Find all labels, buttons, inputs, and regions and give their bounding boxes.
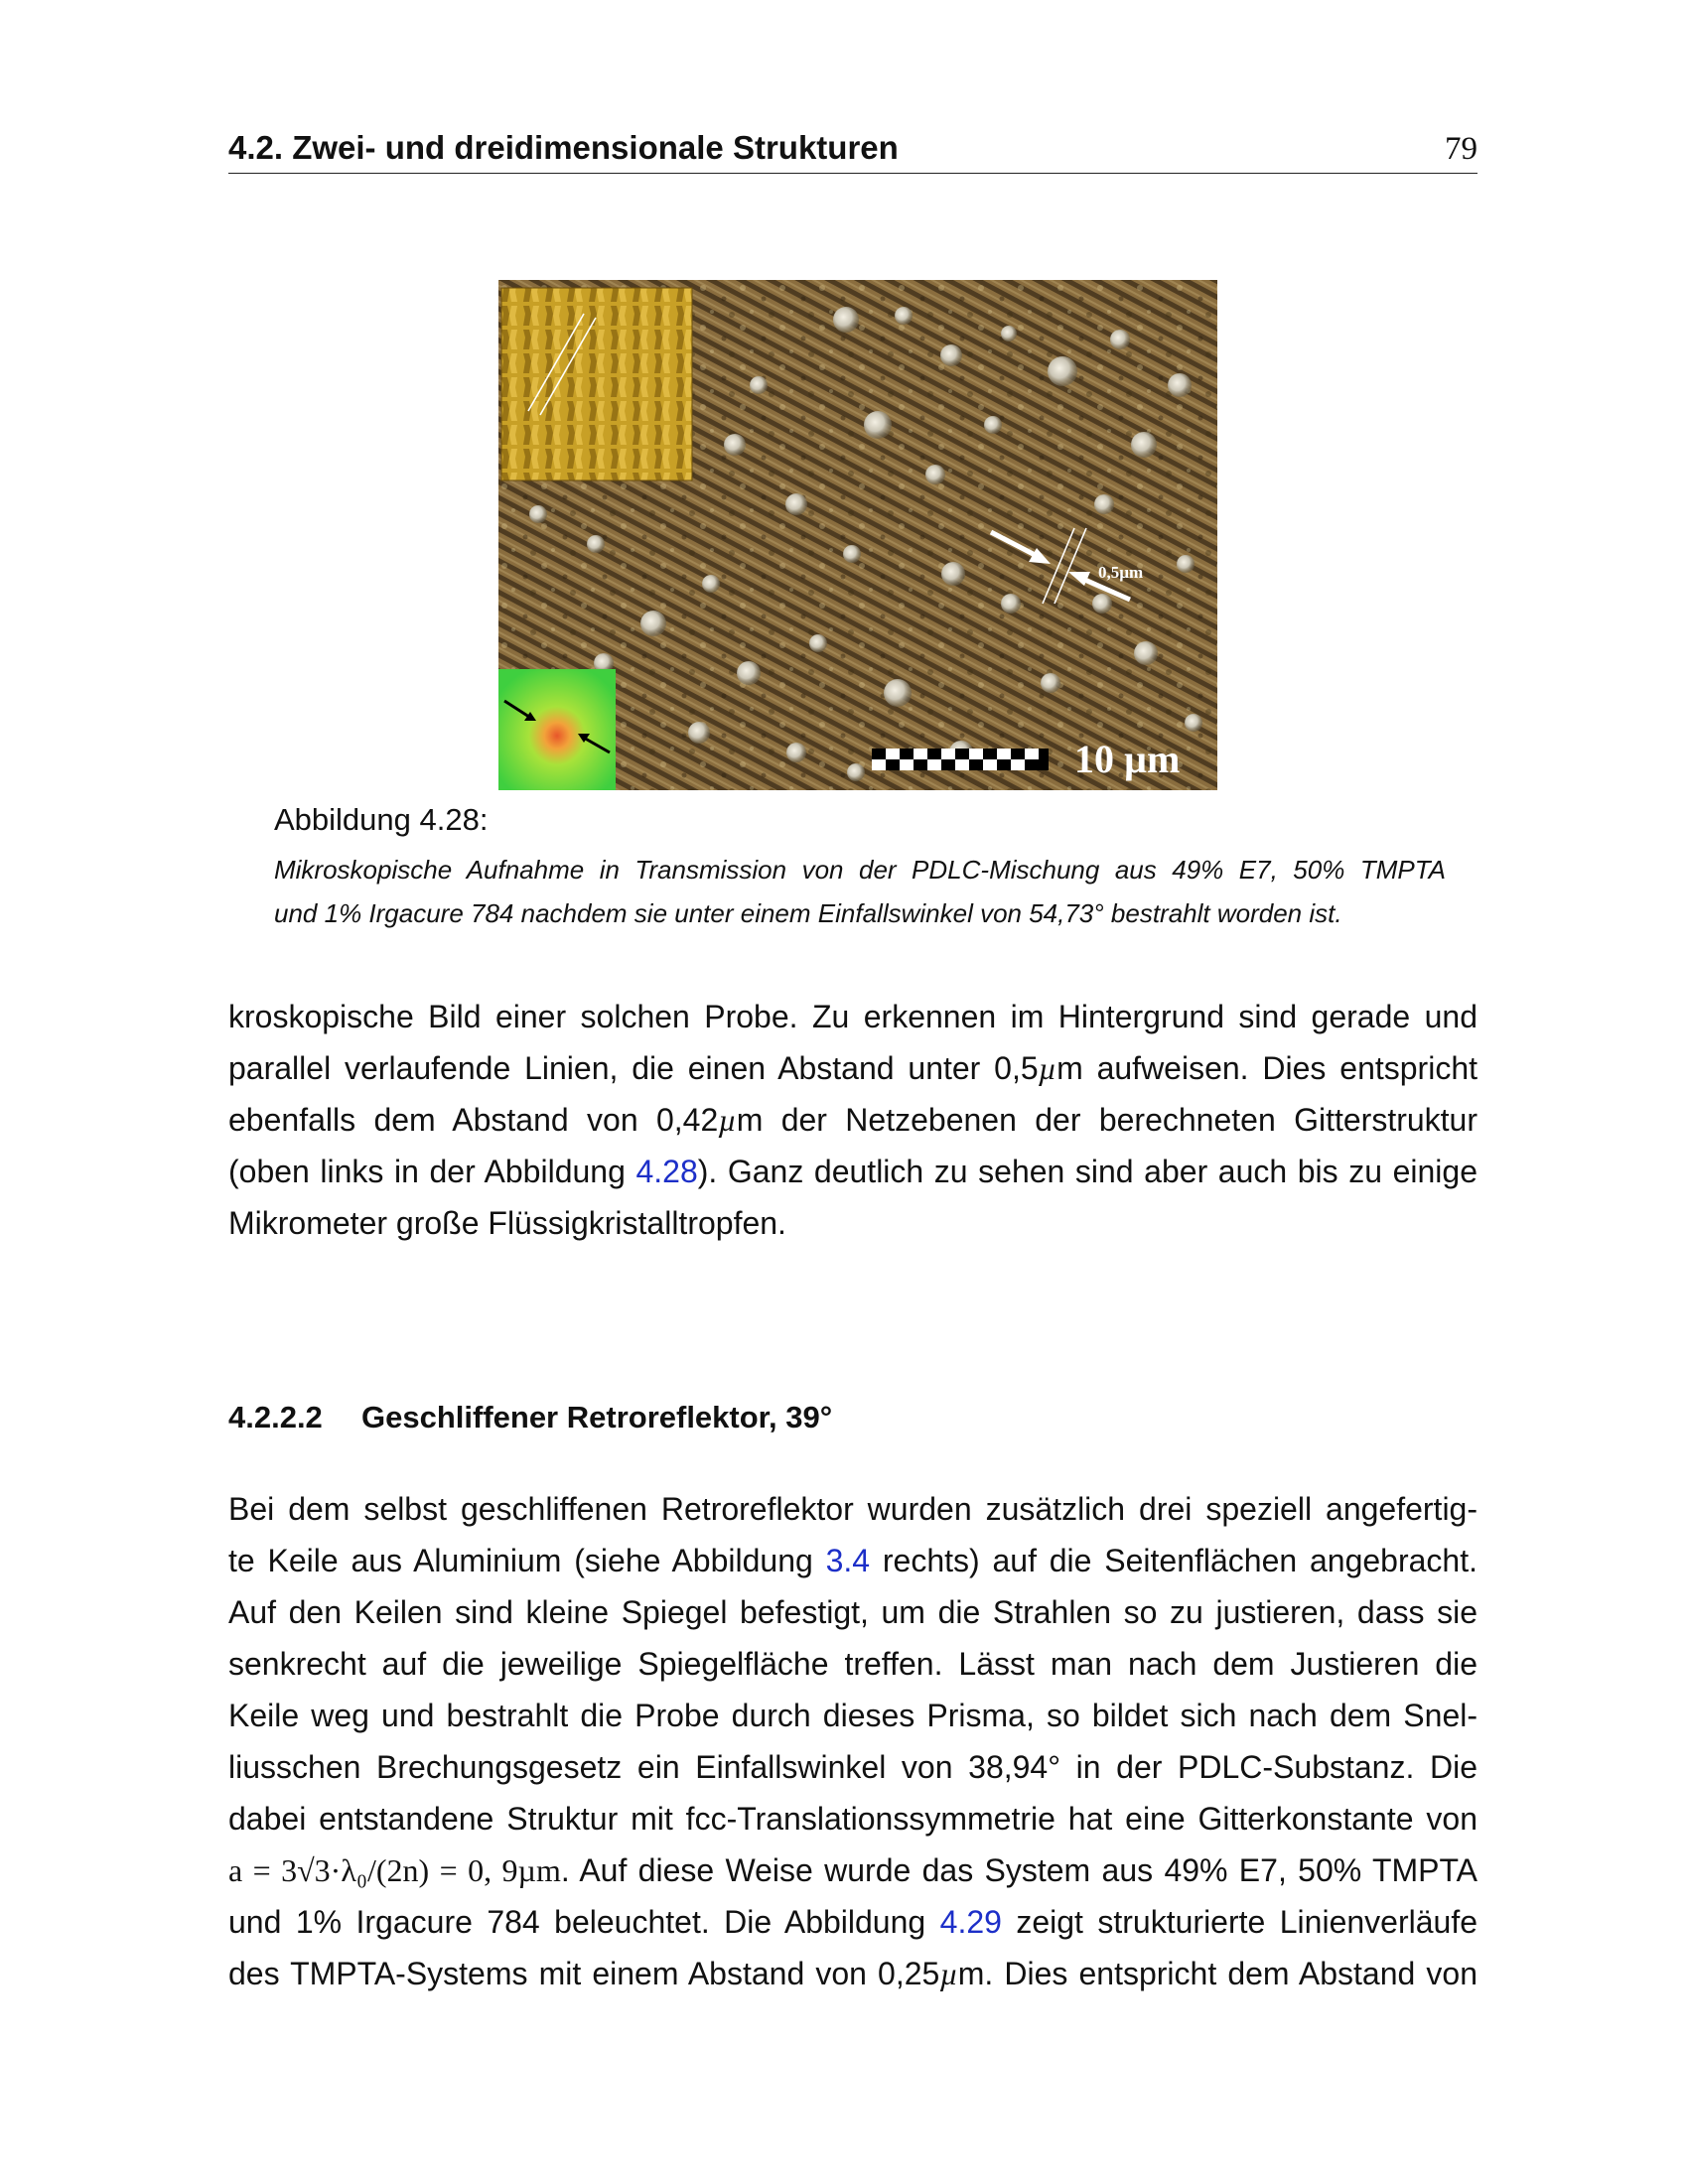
lattice-constant-formula: a = 3√3·λ₀/(2n) = 0, 9µm	[228, 1852, 561, 1888]
text-line: dabei entstandene Struktur mit fcc-Translationssymmetrie hat eine Gitterkonstante von	[228, 1801, 1477, 1837]
section-number: 4.2.2.2	[228, 1400, 323, 1434]
text-line: Mikrometer große Flüssigkristalltropfen.	[228, 1205, 786, 1241]
header-title: 4.2. Zwei- und dreidimensionale Strukturen	[228, 129, 899, 166]
figure-caption	[274, 848, 1446, 935]
text-line: senkrecht auf die jeweilige Spiegelfläche treffen. Lässt man nach dem Justieren die	[228, 1646, 1477, 1682]
running-header	[228, 129, 1477, 174]
lattice-inset	[501, 288, 692, 480]
figure-reference-link[interactable]: 4.28	[635, 1154, 698, 1189]
section-heading	[228, 1400, 832, 1435]
text-line: Auf den Keilen sind kleine Spiegel befestigt, um die Strahlen so zu justieren, dass sie	[228, 1594, 1477, 1630]
math-mu: µ	[1038, 1050, 1057, 1086]
paragraph-retroreflector	[228, 1483, 1477, 1999]
text-line: ebenfalls dem Abstand von 0,42µm der Netzebenen der berechneten Gitterstruktur	[228, 1102, 1478, 1138]
figure-micrograph	[498, 280, 1217, 790]
paragraph-continuation	[228, 991, 1477, 1249]
figure-caption-label: Abbildung 4.28:	[274, 802, 489, 837]
math-mu: µ	[939, 1956, 958, 1991]
text-line: a = 3√3·λ₀/(2n) = 0, 9µm. Auf diese Weise wurde das System aus 49% E7, 50% TMPTA	[228, 1852, 1478, 1888]
section-title: Geschliffener Retroreflektor, 39°	[361, 1400, 833, 1434]
text-line: te Keile aus Aluminium (siehe Abbildung 3.4 rechts) auf die Seitenflächen angebracht.	[228, 1543, 1478, 1578]
text-line: des TMPTA-Systems mit einem Abstand von 0,25µm. Dies entspricht dem Abstand von	[228, 1956, 1478, 1991]
figure-reference-link[interactable]: 3.4	[825, 1543, 871, 1578]
figure-reference-link[interactable]: 4.29	[939, 1904, 1002, 1940]
scale-bar-label: 10 µm	[1074, 737, 1181, 781]
text-line: Keile weg und bestrahlt die Probe durch dieses Prisma, so bildet sich nach dem Snel-	[228, 1698, 1477, 1733]
caption-line: und 1% Irgacure 784 nachdem sie unter einem Einfallswinkel von 54,73° bestrahlt worden ist.	[274, 898, 1342, 928]
fft-inset	[498, 669, 616, 790]
text-line: kroskopische Bild einer solchen Probe. Zu erkennen im Hintergrund sind gerade und	[228, 999, 1477, 1034]
page-number: 79	[1445, 131, 1477, 167]
caption-line: Mikroskopische Aufnahme in Transmission von der PDLC-Mischung aus 49% E7, 50% TMPTA	[274, 855, 1446, 885]
distance-label: 0,5µm	[1098, 563, 1144, 582]
math-mu: µ	[718, 1102, 737, 1138]
text-line: Bei dem selbst geschliffenen Retroreflektor wurden zusätzlich drei speziell angefertig-	[228, 1491, 1477, 1527]
text-line: und 1% Irgacure 784 beleuchtet. Die Abbildung 4.29 zeigt strukturierte Linienverläufe	[228, 1904, 1478, 1940]
text-line: (oben links in der Abbildung 4.28). Ganz deutlich zu sehen sind aber auch bis zu einige	[228, 1154, 1478, 1189]
text-line: parallel verlaufende Linien, die einen Abstand unter 0,5µm aufweisen. Dies entspricht	[228, 1050, 1478, 1086]
text-line: liusschen Brechungsgesetz ein Einfallswinkel von 38,94° in der PDLC-Substanz. Die	[228, 1749, 1477, 1785]
